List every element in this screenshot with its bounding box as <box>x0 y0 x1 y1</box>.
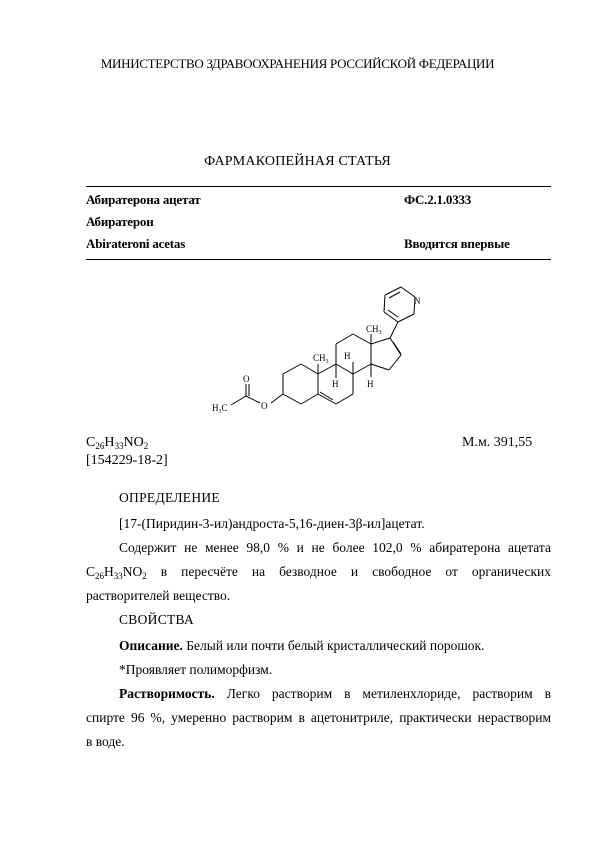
molecular-formula: $C_{26}H_{33}NO_2$ <box>86 435 149 451</box>
monograph-code: ФС.2.1.0333 <box>404 192 472 207</box>
solubility-line-2: спирте 96 %, умеренно растворим в ацетонитриле, практически нерастворим <box>86 710 551 725</box>
structural-formula <box>205 280 435 420</box>
description-text: Белый или почти белый кристаллический порошок. <box>182 638 485 653</box>
polymorphism-note: *Проявляет полиморфизм. <box>119 662 273 677</box>
hydrogen-label-c9: H <box>332 379 339 389</box>
oxygen-label-carbonyl: O <box>243 374 250 384</box>
solubility-line-1: Растворимость. Легко растворим в метиленхлориде, растворим в <box>119 686 551 701</box>
monograph-name-latin: Abirateroni acetas <box>86 236 186 251</box>
nitrogen-label: N <box>414 296 421 306</box>
ministry-heading: МИНИСТЕРСТВО ЗДРАВООХРАНЕНИЯ РОССИЙСКОЙ ФЕДЕРАЦИИ <box>100 56 495 71</box>
oxygen-label-ester: O <box>261 401 268 411</box>
properties-heading: СВОЙСТВА <box>119 612 195 627</box>
methyl-label-c13: $CH_3$ <box>366 324 382 336</box>
hydrogen-label-c8: H <box>344 351 351 361</box>
bottom-rule <box>86 259 551 260</box>
solubility-label: Растворимость. <box>119 686 215 701</box>
monograph-alt-name: Абиратерон <box>86 214 154 229</box>
hydrogen-label-c14: H <box>367 379 374 389</box>
description-paragraph <box>86 634 551 658</box>
formula-bonds <box>231 287 415 405</box>
content-line-3: растворителей вещество. <box>86 588 231 603</box>
solubility-line-3: в воде. <box>86 734 125 749</box>
document-type-title: ФАРМАКОПЕЙНАЯ СТАТЬЯ <box>204 154 391 169</box>
cas-number: [154229-18-2] <box>86 453 168 468</box>
top-rule <box>86 186 551 187</box>
definition-block <box>86 512 551 608</box>
content-line-2: $C_{26}H_{33}NO_2$ в пересчёте на безводное и свободное от органических <box>86 564 551 581</box>
chemical-name: [17-(Пиридин-3-ил)андроста-5,16-диен-3β-ил]ацетат. <box>119 516 425 531</box>
definition-heading: ОПРЕДЕЛЕНИЕ <box>119 490 220 505</box>
monograph-name-ru: Абиратерона ацетат <box>86 192 201 207</box>
properties-block <box>86 634 551 754</box>
methyl-label-acetyl: $H_3C$ <box>212 403 228 415</box>
content-line-1: Содержит не менее 98,0 % и не более 102,0 % абиратерона ацетата <box>119 540 551 555</box>
molecular-mass: М.м. 391,55 <box>462 435 533 450</box>
methyl-label-c10: $CH_3$ <box>313 353 329 365</box>
description-label: Описание. <box>119 638 183 653</box>
monograph-status: Вводится впервые <box>404 236 510 251</box>
